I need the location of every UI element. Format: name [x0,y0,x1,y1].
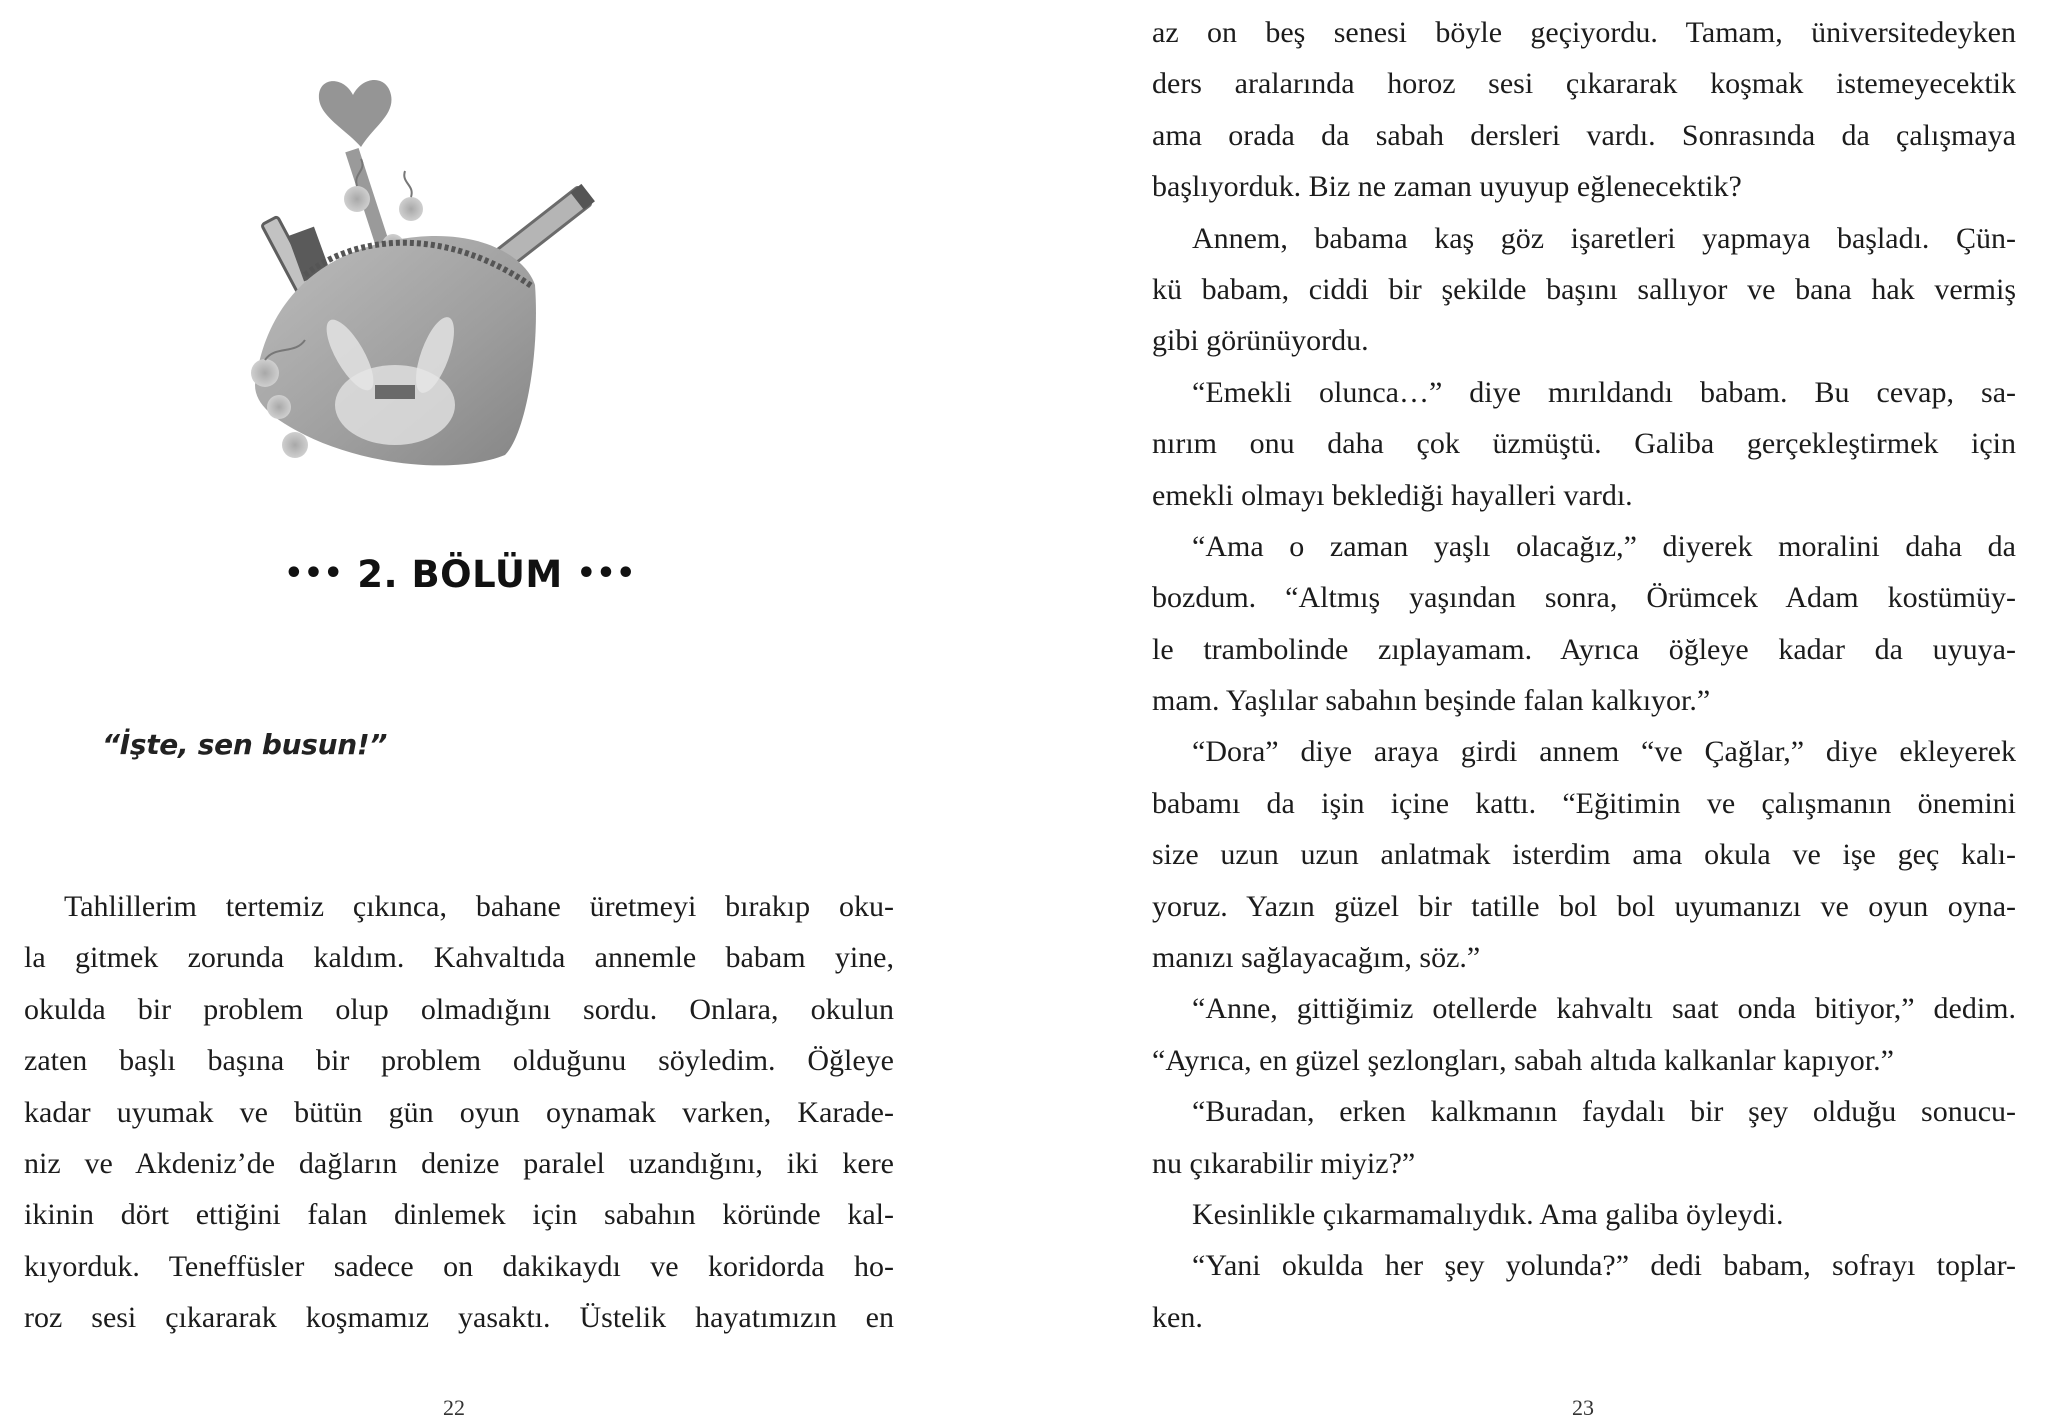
text-line: kadar uyumak ve bütün gün oyun oynamak varken, Karade- [24,1095,894,1129]
left-body-text [24,881,894,1344]
text-line: ders aralarında horoz sesi çıkararak koşmak istemeyecektik [1152,67,2016,101]
text-line: manızı sağlayacağım, söz.” [1152,941,1481,975]
text-line: babamı da işin içine kattı. “Eğitimin ve çalışmanın önemini [1152,786,2016,820]
text-line: gibi görünüyordu. [1152,324,1369,358]
text-line: ken. [1152,1300,1203,1334]
left-page [0,0,1027,1420]
text-line: zaten başlı başına bir problem olduğunu söyledim. Öğleye [24,1044,894,1078]
page-number: 23 [1572,1395,1594,1420]
text-line: mam. Yaşlılar sabahın beşinde falan kalkıyor.” [1152,684,1711,718]
chapter-title [0,553,920,596]
text-line: “Emekli olunca…” diye mırıldandı babam. Bu cevap, sa- [1192,375,2016,409]
text-line: emekli olmayı beklediği hayalleri vardı. [1152,478,1633,512]
epigraph: “İşte, sen busun!” [102,728,388,761]
text-line: la gitmek zorunda kaldım. Kahvaltıda annemle babam yine, [24,941,894,975]
text-line: “Buradan, erken kalkmanın faydalı bir şey olduğu sonucu- [1192,1095,2016,1129]
text-line: size uzun uzun anlatmak isterdim ama okula ve işe geç kalı- [1152,838,2016,872]
text-line: Annem, babama kaş göz işaretleri yapmaya başladı. Çün- [1192,221,2016,255]
text-line: Tahlillerim tertemiz çıkınca, bahane üretmeyi bırakıp oku- [64,890,894,923]
chapter-dots-left: ••• [284,556,344,591]
text-line: bozdum. “Altmış yaşından sonra, Örümcek Adam kostümüy- [1152,581,2016,615]
text-line: nırım onu daha çok üzmüştü. Galiba gerçekleştirmek için [1152,427,2016,461]
text-line: “Ama o zaman yaşlı olacağız,” diyerek moralini daha da [1192,529,2016,563]
pencil-case-illustration [245,55,665,505]
text-line: “Dora” diye araya girdi annem “ve Çağlar,” diye ekleyerek [1192,735,2016,769]
page-number: 22 [443,1395,465,1420]
text-line: yoruz. Yazın güzel bir tatille bol bol uyumanızı ve oyun oyna- [1152,889,2016,923]
text-line: nu çıkarabilir miyiz?” [1152,1146,1416,1180]
text-line: ama orada da sabah dersleri vardı. Sonrasında da çalışmaya [1152,118,2016,152]
chapter-dots-right: ••• [576,556,636,591]
text-line: az on beş senesi böyle geçiyordu. Tamam, üniversitedeyken [1152,16,2016,49]
text-line: “Ayrıca, en güzel şezlongları, sabah altıda kalkanlar kapıyor.” [1152,1043,1894,1077]
text-line: le trambolinde zıplayamam. Ayrıca öğleye kadar da uyuya- [1152,632,2016,666]
text-line: kü babam, ciddi bir şekilde başını sallıyor ve bana hak vermiş [1152,272,2016,306]
text-line: “Anne, gittiğimiz otellerde kahvaltı saat onda bitiyor,” dedim. [1192,992,2016,1026]
text-line: roz sesi çıkararak koşmamız yasaktı. Üstelik hayatımızın en [24,1301,894,1335]
text-line: Kesinlikle çıkarmamalıydık. Ama galiba öyleydi. [1192,1197,1784,1231]
text-line: kıyorduk. Teneffüsler sadece on dakikaydı ve koridorda ho- [24,1249,894,1283]
right-body-text [1152,7,2016,1343]
text-line: ikinin dört ettiğini falan dinlemek için sabahın köründe kal- [24,1198,894,1232]
chapter-heading: 2. BÖLÜM [357,553,563,596]
text-line: başlıyorduk. Biz ne zaman uyuyup eğlenecektik? [1152,170,1742,204]
text-line: okulda bir problem olup olmadığını sordu. Onlara, okulun [24,992,894,1026]
text-line: “Yani okulda her şey yolunda?” dedi babam, sofrayı toplar- [1192,1249,2016,1283]
text-line: niz ve Akdeniz’de dağların denize paralel uzandığını, iki kere [24,1146,894,1180]
